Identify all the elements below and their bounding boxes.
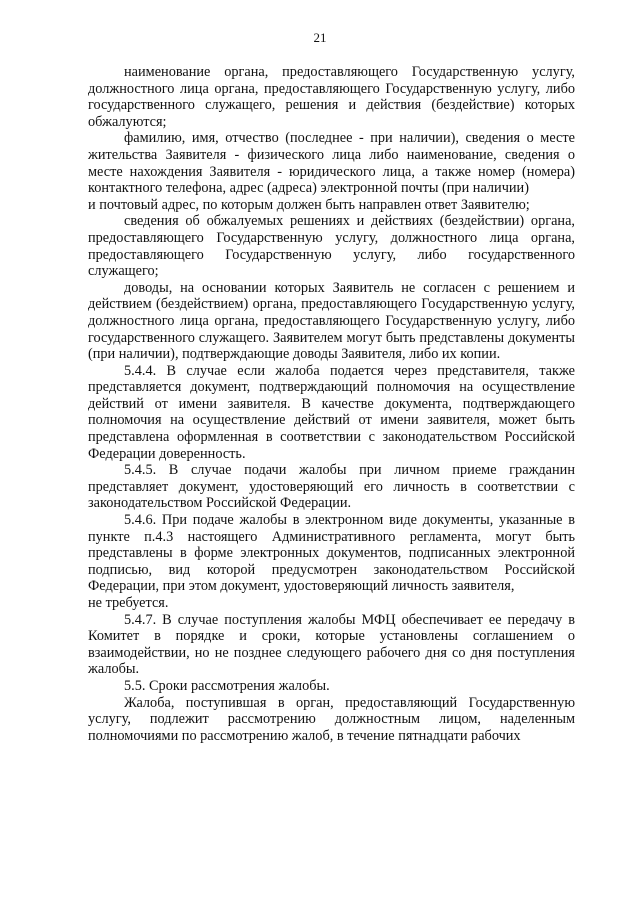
paragraph: не требуется. [88,595,169,611]
paragraph: наименование органа, предоставляющего Государственную услугу, должностного лица органа, предоставляющего Государственную услугу, либо государственного служащего, решения и действия (бездействие) которых обжалуются; [88,64,575,130]
paragraph: 5.4.6. При подаче жалобы в электронном виде документы, указанные в пункте п.4.3 настоящего Административного регламента, могут быть представлены в форме электронных документов, подписанных электронной подписью, вид которой предусмотрен законодательством Российской Федерации, при этом документ, удостоверяющий личность заявителя, [88,512,575,595]
paragraph: 5.5. Сроки рассмотрения жалобы. [124,677,330,694]
paragraph: и почтовый адрес, по которым должен быть направлен ответ Заявителю; [88,196,530,213]
paragraph: доводы, на основании которых Заявитель не согласен с решением и действием (бездействием) органа, предоставляющего Государственную услугу, должностного лица органа, предоставляющего Государственную услугу, либо государственного служащего. Заявителем могут быть представлены документы (при наличии), подтверждающие доводы Заявителя, либо их копии. [88,279,575,363]
paragraph: фамилию, имя, отчество (последнее - при наличии), сведения о месте жительства Заявителя - физического лица либо наименование, сведения о месте нахождения Заявителя - юридического лица, а также номер (номера) контактного телефона, адрес (адреса) электронной почты (при наличии) [88,130,575,197]
paragraph: 5.4.5. В случае подачи жалобы при личном приеме гражданин представляет документ, удостоверяющий его личность в соответствии с законодательством Российской Федерации. [88,462,575,512]
paragraph: Жалоба, поступившая в орган, предоставляющий Государственную услугу, подлежит рассмотрению должностным лицом, наделенным полномочиями по рассмотрению жалоб, в течение пятнадцати рабочих [88,694,575,744]
document-body [88,64,575,744]
paragraph: сведения об обжалуемых решениях и действиях (бездействии) органа, предоставляющего Государственную услугу, должностного лица органа, предоставляющего Государственную услугу, либо государственного служащего; [88,213,575,280]
paragraph: 5.4.4. В случае если жалоба подается через представителя, также представляется документ, подтверждающий полномочия на осуществление действий от имени заявителя. В качестве документа, подтверждающего полномочия на осуществление действий от имени заявителя, может быть представлена оформленная в соответствии с законодательством Российской Федерации доверенность. [88,362,575,462]
page-number: 21 [313,30,327,45]
paragraph: 5.4.7. В случае поступления жалобы МФЦ обеспечивает ее передачу в Комитет в порядке и сроки, которые установлены соглашением о взаимодействии, но не позднее следующего рабочего дня со дня поступления жалобы. [88,611,575,678]
